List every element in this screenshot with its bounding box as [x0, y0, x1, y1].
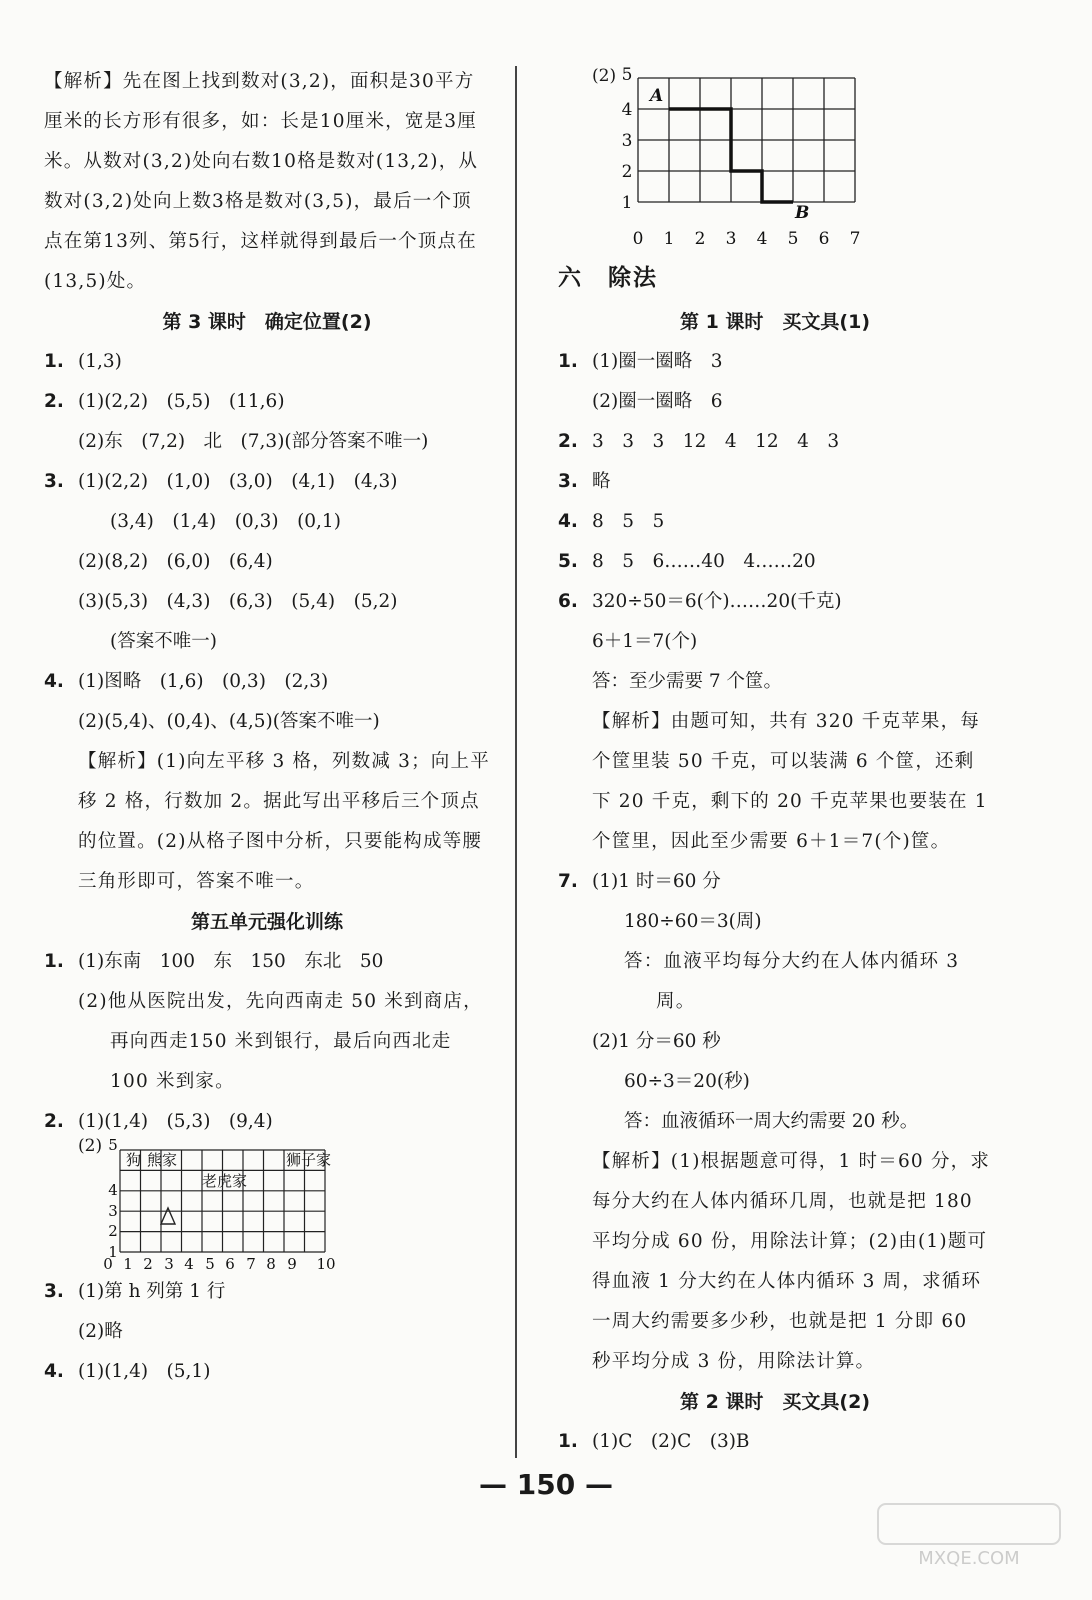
lesson-title: 第 1 课时 买文具(1) — [679, 311, 871, 333]
unit-review-title: 第五单元强化训练 — [190, 911, 343, 933]
y-tick: 1 — [108, 1243, 118, 1261]
answer-line: (2)东 (7,2) 北 (7,3)(部分答案不唯一) — [78, 431, 429, 452]
x-tick: 9 — [287, 1255, 297, 1273]
answer-line: (2)略 — [78, 1321, 123, 1342]
y-tick: 3 — [621, 131, 633, 151]
watermark-logo — [874, 1500, 1064, 1570]
answer-line: (3,4) (1,4) (0,3) (0,1) — [110, 511, 341, 532]
answer-line: 1. (1)C (2)C (3)B — [558, 1431, 750, 1452]
answer-line: 6. 320÷50＝6(个)……20(千克) — [558, 591, 842, 612]
answer-line: (2)圈一圈略 6 — [592, 391, 723, 412]
x-tick: 4 — [756, 229, 768, 249]
x-tick: 8 — [266, 1255, 276, 1273]
answer-line: 4. 8 5 5 — [558, 511, 665, 532]
figure-label: (2) — [592, 66, 617, 86]
y-tick: 2 — [108, 1222, 118, 1240]
column-divider — [515, 66, 517, 1458]
coordinate-grid-figure — [44, 1136, 490, 1273]
coordinate-grid-figure — [558, 64, 992, 254]
zoo-grid — [103, 1136, 406, 1273]
page-number: — 150 — — [479, 1468, 613, 1501]
grid-label-dog: 狗 — [126, 1151, 142, 1169]
answer-line: 2. 3 3 3 12 4 12 4 3 — [558, 431, 840, 452]
answer-line: 4. (1)(1,4) (5,1) — [44, 1361, 211, 1382]
x-tick: 4 — [184, 1255, 194, 1273]
answer-line: 2. (1)(2,2) (5,5) (11,6) — [44, 391, 285, 412]
right-column — [558, 62, 992, 1462]
x-tick: 3 — [725, 229, 737, 249]
path-grid — [618, 65, 938, 258]
answer-line: 1. (1)东南 100 东 150 东北 50 — [44, 951, 384, 972]
grid-label-bear-house: 熊家 — [147, 1151, 178, 1169]
answer-line: 4. (1)图略 (1,6) (0,3) (2,3) — [44, 671, 329, 692]
explanation-paragraph: 【解析】先在图上找到数对(3,2)，面积是30平方厘米的长方形有很多，如：长是10厘米，宽是3厘米。从数对(3,2)处向右数10格是数对(13,2)，从数对(3,2)处向上数3格是数对(3,5)，最后一个顶点在第13列、第5行，这样就得到最后一个顶点在(13,5)处。 — [44, 71, 479, 292]
answer-line: 60÷3＝20(秒) — [624, 1071, 750, 1092]
answer-line: 答：至少需要 7 个筐。 — [592, 671, 783, 692]
unit-title: 六 除法 — [558, 265, 658, 291]
answer-line: 5. 8 5 6……40 4……20 — [558, 551, 816, 572]
x-tick: 7 — [246, 1255, 256, 1273]
y-tick: 5 — [621, 65, 633, 85]
x-tick: 6 — [225, 1255, 235, 1273]
answer-line: (3)(5,3) (4,3) (6,3) (5,4) (5,2) — [78, 591, 398, 612]
answer-line: 1. (1)圈一圈略 3 — [558, 351, 723, 372]
x-tick: 5 — [205, 1255, 215, 1273]
answer-line: 1. (1,3) — [44, 351, 122, 372]
x-tick: 1 — [123, 1255, 133, 1273]
y-tick: 1 — [621, 193, 633, 213]
answer-line: 180÷60＝3(周) — [624, 911, 762, 932]
y-tick: 5 — [108, 1136, 118, 1154]
y-tick: 3 — [108, 1202, 118, 1220]
answer-line: 答：血液循环一周大约需要 20 秒。 — [624, 1111, 919, 1132]
x-tick: 3 — [164, 1255, 174, 1273]
answer-paragraph: (2)他从医院出发，先向西南走 50 米到商店，再向西走150 米到银行，最后向西北走 100 米到家。 — [78, 991, 483, 1092]
point-a-label: A — [650, 86, 664, 106]
answer-line: 6＋1＝7(个) — [592, 631, 698, 652]
answer-line: (2)1 分＝60 秒 — [592, 1031, 721, 1052]
x-tick: 6 — [818, 229, 830, 249]
x-tick: 2 — [143, 1255, 153, 1273]
answer-line: (2)(8,2) (6,0) (6,4) — [78, 551, 273, 572]
point-b-label: B — [795, 203, 810, 223]
answer-line: (2)(5,4)、(0,4)、(4,5)(答案不唯一) — [78, 711, 380, 732]
answer-line: 3. (1)(2,2) (1,0) (3,0) (4,1) (4,3) — [44, 471, 398, 492]
answer-line: 3. (1)第 h 列第 1 行 — [44, 1281, 226, 1302]
x-tick: 0 — [632, 229, 644, 249]
x-tick: 1 — [663, 229, 675, 249]
left-column — [44, 62, 490, 1392]
grid-label-lion-house: 狮子家 — [286, 1151, 332, 1169]
y-tick: 4 — [108, 1181, 118, 1199]
lesson-title: 第 3 课时 确定位置(2) — [162, 311, 372, 333]
answer-line: 2. (1)(1,4) (5,3) (9,4) — [44, 1111, 273, 1132]
svg-text:MXQE.COM: MXQE.COM — [918, 1548, 1020, 1569]
answer-line: 3. 略 — [558, 471, 611, 492]
y-tick: 2 — [621, 162, 633, 182]
x-tick: 5 — [787, 229, 799, 249]
grid-label-tiger-house: 老虎家 — [202, 1172, 248, 1190]
x-tick: 7 — [849, 229, 861, 249]
explanation-paragraph: 【解析】(1)向左平移 3 格，列数减 3；向上平移 2 格，行数加 2。据此写出平移后三个顶点的位置。(2)从格子图中分析，只要能构成等腰三角形即可，答案不唯一。 — [78, 751, 490, 892]
explanation-paragraph: 【解析】由题可知，共有 320 千克苹果，每个筐里装 50 千克，可以装满 6 个筐，还剩下 20 千克，剩下的 20 千克苹果也要装在 1 个筐里，因此至少需要 6＋1＝7(个)筐。 — [592, 711, 988, 852]
lesson-title: 第 2 课时 买文具(2) — [679, 1391, 871, 1413]
answer-paragraph: 答：血液平均每分大约在人体内循环 3 周。 — [624, 951, 960, 1012]
x-tick: 10 — [316, 1255, 336, 1273]
answer-line: (答案不唯一) — [110, 631, 217, 652]
answer-line: 7. (1)1 时＝60 分 — [558, 871, 721, 892]
y-tick: 4 — [621, 100, 633, 120]
figure-label: (2) — [78, 1136, 103, 1156]
explanation-paragraph: 【解析】(1)根据题意可得，1 时＝60 分，求每分大约在人体内循环几周，也就是把 180 平均分成 60 份，用除法计算；(2)由(1)题可得血液 1 分大约在人体内循环 3 周，求循环一周大约需要多少秒，也就是把 1 分即 60 秒平均分成 3 份，用除法计算。 — [592, 1151, 991, 1372]
x-tick: 0 — [103, 1255, 113, 1273]
x-tick: 2 — [694, 229, 706, 249]
